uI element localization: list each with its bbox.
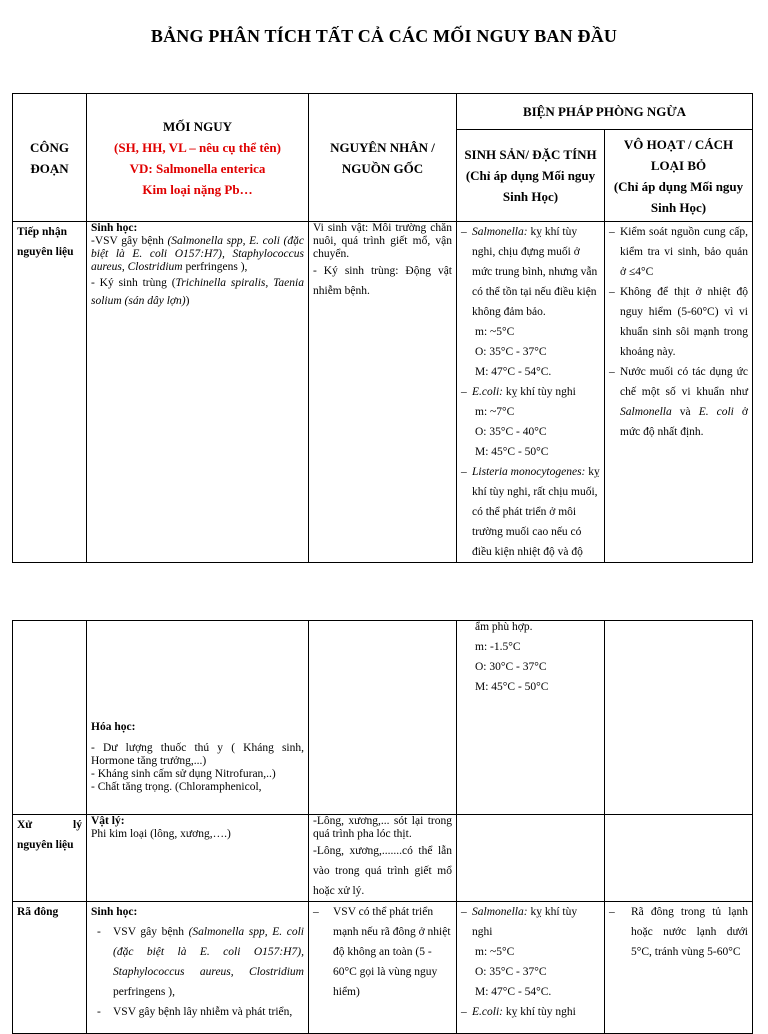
hazard-bio-pathogens: -VSV gây bệnh (Salmonella spp, E. coli (đặc biệt là E. coli O157:H7), Staphylococcus aureus, Clostridium perfringens ), bbox=[91, 235, 304, 273]
stage-receiving: Tiếp nhận nguyên liệu bbox=[13, 222, 87, 563]
hazard-bio-title: Sinh học: bbox=[91, 222, 138, 234]
inactivate-thaw-method: – Rã đông trong tủ lạnh hoặc nước lạnh dưới 5°C, tránh vùng 5-60°C bbox=[609, 902, 748, 962]
hazard-table-part-1 bbox=[12, 93, 753, 563]
cause-micro: Vi sinh vật: Môi trường chăn nuôi, quá trình giết mổ, vận chuyển. bbox=[313, 222, 452, 260]
hazard-chem-growth-promoter: - Chất tăng trọng. (Chloramphenicol, bbox=[91, 781, 262, 793]
growth-ecoli-max: M: 45°C - 50°C bbox=[475, 446, 549, 458]
header-growth-note: (Chỉ áp dụng Mối nguy Sinh Học) bbox=[465, 168, 596, 204]
hazard-phys-title: Vật lý: bbox=[91, 815, 125, 827]
growth-listeria-moisture: ẩm phù hợp. bbox=[475, 621, 533, 633]
growth-listeria-cont bbox=[457, 621, 605, 815]
header-cause: NGUYÊN NHÂN / NGUỒN GỐC bbox=[309, 94, 457, 222]
hazard-chem-title: Hóa học: bbox=[91, 721, 136, 733]
cause-thawing bbox=[309, 902, 457, 1034]
growth-processing bbox=[457, 815, 605, 902]
growth-thaw-salmonella: – Salmonella: kỵ khí tùy nghi bbox=[461, 902, 600, 942]
growth-thaw-salmonella-min: m: ~5°C bbox=[475, 946, 515, 958]
cause-contamination: -Lông, xương,.......có thể lẫn vào trong quá trình giết mổ hoặc xử lý. bbox=[313, 845, 452, 897]
cause-parasite: - Ký sinh trùng: Động vật nhiễm bệnh. bbox=[313, 265, 452, 297]
hazard-table-part-2 bbox=[12, 620, 753, 1034]
header-growth bbox=[457, 130, 605, 222]
inactivate-receiving-cont bbox=[605, 621, 753, 815]
growth-salmonella-opt: O: 35°C - 37°C bbox=[475, 346, 547, 358]
hazard-chemical bbox=[87, 621, 309, 815]
cause-residue: -Lông, xương,... sót lại trong quá trình pha lóc thịt. bbox=[313, 815, 452, 840]
inactivate-processing bbox=[605, 815, 753, 902]
header-hazard bbox=[87, 94, 309, 222]
hazard-processing bbox=[87, 815, 309, 902]
header-inactivate bbox=[605, 130, 753, 222]
hazard-thawing bbox=[87, 902, 309, 1034]
hazard-phys-nonmetal: Phi kim loại (lông, xương,….) bbox=[91, 828, 231, 840]
growth-salmonella-min: m: ~5°C bbox=[475, 326, 515, 338]
hazard-chem-banned-antibiotics: - Kháng sinh cấm sử dụng Nitrofuran,..) bbox=[91, 768, 276, 780]
inactivate-temperature: – Không để thịt ở nhiệt độ nguy hiểm (5-60°C) vì vi khuẩn sinh sôi mạnh trong khoảng này. bbox=[609, 282, 748, 362]
growth-listeria-min: m: -1.5°C bbox=[475, 641, 521, 653]
inactivate-thawing bbox=[605, 902, 753, 1034]
hazard-bio-parasites: - Ký sinh trùng (Trichinella spiralis, Taenia solium (sán dây lợn)) bbox=[91, 277, 304, 307]
cause-chemical bbox=[309, 621, 457, 815]
growth-receiving bbox=[457, 222, 605, 563]
stage-receiving-cont bbox=[13, 621, 87, 815]
header-stage: CÔNG ĐOẠN bbox=[13, 94, 87, 222]
hazard-chem-vet-drugs: - Dư lượng thuốc thú y ( Kháng sinh, Hormone tăng trưởng,...) bbox=[91, 742, 304, 767]
header-hazard-label: MỐI NGUY bbox=[163, 118, 232, 134]
cause-receiving bbox=[309, 222, 457, 563]
inactivate-source-control: – Kiểm soát nguồn cung cấp, kiểm tra vi sinh, bảo quản ở ≤4°C bbox=[609, 222, 748, 282]
growth-thaw-salmonella-opt: O: 35°C - 37°C bbox=[475, 966, 547, 978]
growth-thaw-ecoli: – E.coli: kỵ khí tùy nghi bbox=[461, 1002, 600, 1022]
growth-listeria: – Listeria monocytogenes: kỵ khí tùy nghi, rất chịu muối, có thể phát triển ở môi trường muối cao nếu có điều kiện nhiệt độ và độ bbox=[461, 462, 600, 562]
header-hazard-note-types: (SH, HH, VL – nêu cụ thể tên) bbox=[114, 139, 281, 155]
growth-thaw-salmonella-max: M: 47°C - 54°C. bbox=[475, 986, 552, 998]
growth-listeria-max: M: 45°C - 50°C bbox=[475, 681, 549, 693]
header-growth-label: SINH SẢN/ ĐẶC TÍNH bbox=[464, 147, 597, 162]
inactivate-receiving bbox=[605, 222, 753, 563]
header-hazard-note-example: VD: Salmonella enterica bbox=[129, 160, 266, 176]
cause-thaw-temperature: – VSV có thể phát triển mạnh nếu rã đông ở nhiệt độ không an toàn (5 - 60°C gọi là vùng nguy hiểm) bbox=[313, 902, 452, 1002]
inactivate-brine: – Nước muối có tác dụng ức chế một số vi khuẩn như Salmonella và E. coli ở mức độ nhất định. bbox=[609, 362, 748, 442]
header-prevention: BIỆN PHÁP PHÒNG NGỪA bbox=[457, 94, 753, 130]
growth-salmonella-max: M: 47°C - 54°C. bbox=[475, 366, 552, 378]
hazard-receiving bbox=[87, 222, 309, 563]
header-inactivate-label: VÔ HOẠT / CÁCH LOẠI BỎ bbox=[623, 136, 734, 173]
hazard-thaw-spread: - VSV gây bệnh lây nhiễm và phát triển, bbox=[91, 1002, 304, 1022]
growth-ecoli-min: m: ~7°C bbox=[475, 406, 515, 418]
growth-ecoli-opt: O: 35°C - 40°C bbox=[475, 426, 547, 438]
stage-processing: Xử lý nguyên liệu bbox=[13, 815, 87, 902]
header-inactivate-note: (Chỉ áp dụng Mối nguy Sinh Học) bbox=[613, 178, 744, 215]
growth-listeria-opt: O: 30°C - 37°C bbox=[475, 661, 547, 673]
hazard-thaw-bio-title: Sinh học: bbox=[91, 906, 138, 918]
growth-thawing bbox=[457, 902, 605, 1034]
hazard-thaw-pathogens: - VSV gây bệnh (Salmonella spp, E. coli (đặc biệt là E. coli O157:H7), Staphylococcus aureus, Clostridium perfringens ), bbox=[91, 922, 304, 1002]
growth-ecoli: – E.coli: kỵ khí tùy nghi bbox=[461, 382, 600, 402]
header-hazard-note-metal: Kim loại nặng Pb… bbox=[142, 181, 253, 197]
cause-processing bbox=[309, 815, 457, 902]
growth-salmonella: – Salmonella: kỵ khí tùy nghi, chịu đựng muối ở mức trung bình, nhưng vẫn có thể tồn tại nếu điều kiện không đảm bảo. bbox=[461, 222, 600, 322]
page-title: BẢNG PHÂN TÍCH TẤT CẢ CÁC MỐI NGUY BAN ĐẦU bbox=[150, 26, 618, 46]
stage-thawing: Rã đông bbox=[13, 902, 87, 1034]
